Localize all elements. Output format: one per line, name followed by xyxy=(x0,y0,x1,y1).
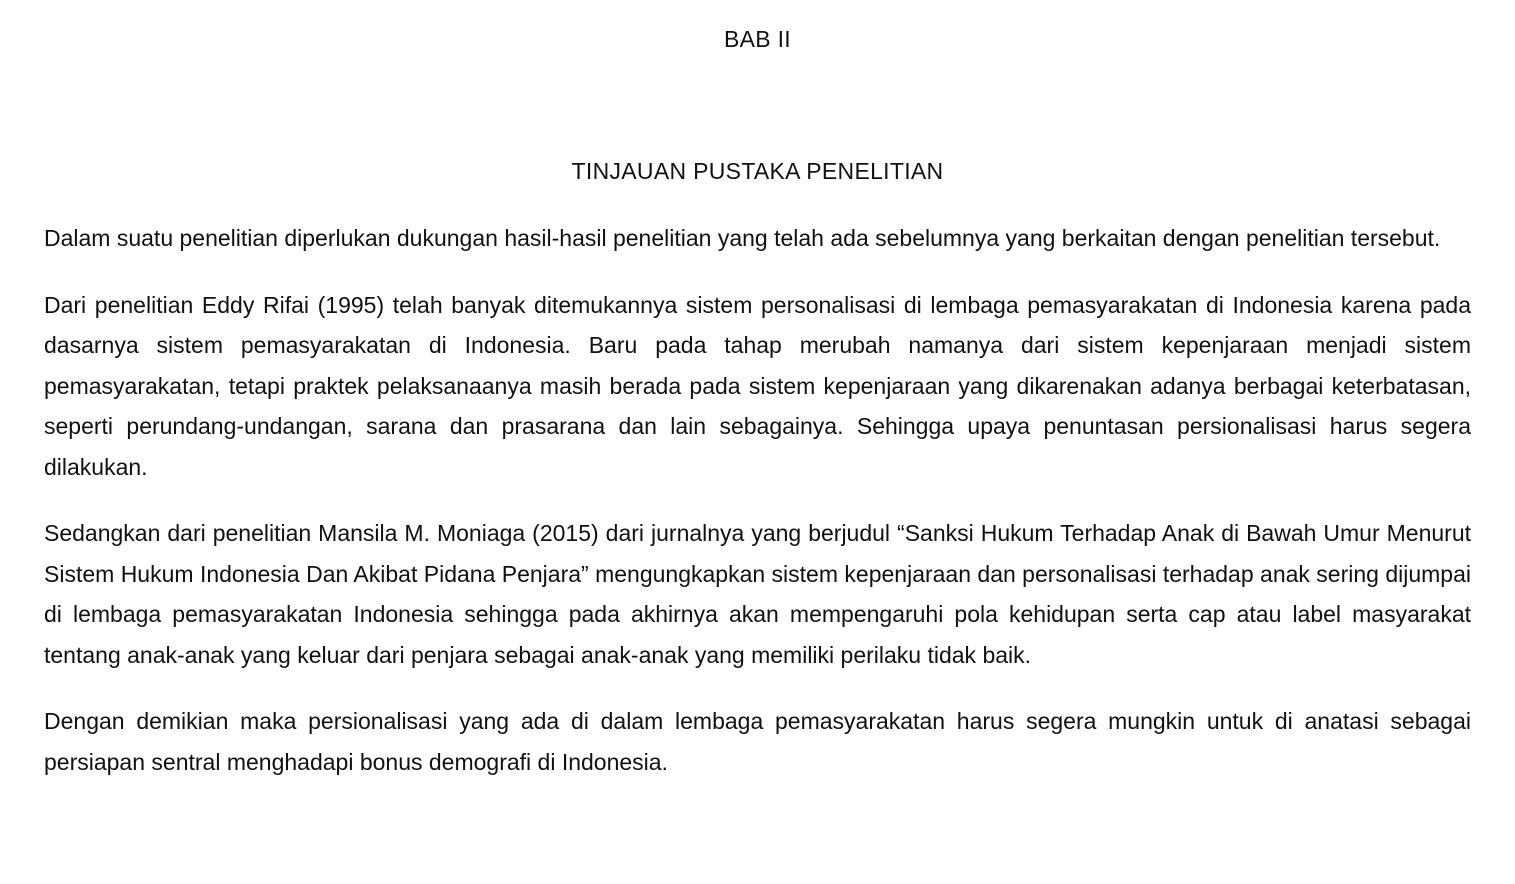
paragraph-2: Dari penelitian Eddy Rifai (1995) telah banyak ditemukannya sistem personalisasi di lembaga pemasyarakatan di Indonesia karena pada dasarnya sistem pemasyarakatan di Indonesia. Baru pada tahap merubah namanya dari sistem kepenjaraan menjadi sistem pemasyarakatan, tetapi praktek pelaksanaanya masih berada pada sistem kepenjaraan yang dikarenakan adanya berbagai keterbatasan, seperti perundang-undangan, sarana dan prasarana dan lain sebagainya. Sehingga upaya penuntasan persionalisasi harus segera dilakukan. xyxy=(44,291,1471,480)
paragraph-1: Dalam suatu penelitian diperlukan dukungan hasil-hasil penelitian yang telah ada sebelumnya yang berkaitan dengan penelitian tersebut. xyxy=(44,225,1441,251)
section-title: TINJAUAN PUSTAKA PENELITIAN xyxy=(571,158,944,184)
paragraph-4: Dengan demikian maka persionalisasi yang ada di dalam lembaga pemasyarakatan harus segera mungkin untuk di anatasi sebagai persiapan sentral menghadapi bonus demografi di Indonesia. xyxy=(44,708,1471,775)
chapter-heading: BAB II xyxy=(724,26,791,52)
document-body xyxy=(44,218,1471,808)
paragraph-3: Sedangkan dari penelitian Mansila M. Moniaga (2015) dari jurnalnya yang berjudul “Sanksi Hukum Terhadap Anak di Bawah Umur Menurut Sistem Hukum Indonesia Dan Akibat Pidana Penjara” mengungkapkan sistem kepenjaraan dan personalisasi terhadap anak sering dijumpai di lembaga pemasyarakatan Indonesia sehingga pada akhirnya akan mempengaruhi pola kehidupan serta cap atau label masyarakat tentang anak-anak yang keluar dari penjara sebagai anak-anak yang memiliki perilaku tidak baik. xyxy=(44,520,1471,668)
